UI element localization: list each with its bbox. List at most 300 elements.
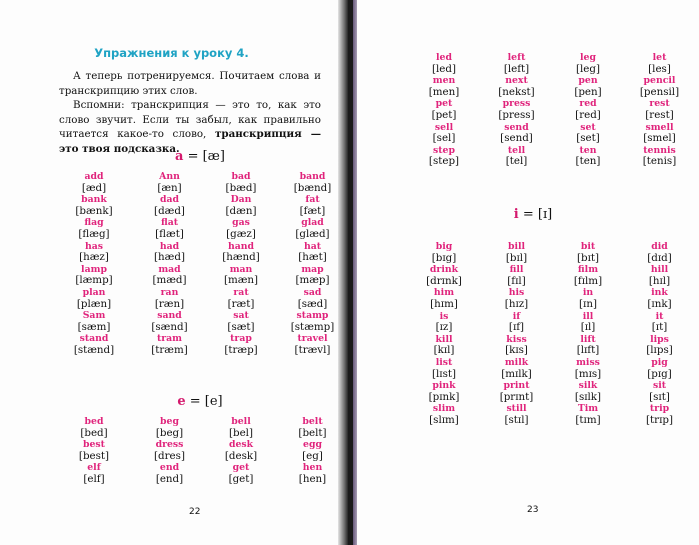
english-word: red	[579, 98, 597, 110]
word-entry	[481, 357, 552, 380]
reminder-bold: транскрипция — это твоя подсказка.	[59, 128, 321, 155]
transcription: [press]	[498, 108, 535, 121]
english-word: hen	[302, 462, 323, 474]
word-entry	[55, 287, 133, 310]
english-word: next	[505, 75, 528, 87]
heading-e-eq: =	[185, 394, 205, 409]
transcription: [træm]	[151, 343, 188, 356]
heading-a-letter: a	[175, 149, 184, 164]
english-word: left	[507, 52, 526, 63]
english-word: pink	[432, 380, 456, 392]
word-entry	[133, 310, 206, 333]
transcription: [trævl]	[294, 343, 331, 356]
word-entry	[133, 439, 206, 462]
transcription: [ɪt]	[651, 321, 668, 334]
word-entry	[206, 333, 276, 356]
word-entry	[481, 75, 552, 98]
english-word: belt	[302, 416, 323, 427]
english-word: bad	[231, 171, 251, 182]
transcription: [ɪf]	[508, 321, 525, 334]
transcription: [ɪn]	[579, 297, 597, 310]
heading-a	[160, 149, 240, 164]
word-entry	[624, 334, 695, 357]
transcription: [desk]	[224, 449, 258, 462]
transcription: [smel]	[643, 132, 676, 145]
english-word: Sam	[82, 310, 106, 322]
transcription: [mɪlk]	[501, 367, 532, 380]
word-entry	[133, 333, 206, 356]
heading-i-letter: i	[513, 207, 519, 222]
english-word: set	[580, 121, 596, 133]
english-word: dress	[155, 439, 184, 451]
transcription: [left]	[503, 62, 530, 75]
transcription: [eg]	[302, 449, 323, 462]
transcription: [bɪl]	[505, 251, 528, 264]
transcription: [flæg]	[78, 227, 110, 240]
english-word: beg	[160, 416, 179, 427]
word-entry	[552, 380, 624, 403]
english-word: did	[651, 241, 668, 252]
word-entry	[481, 52, 552, 75]
transcription: [pet]	[431, 108, 457, 121]
transcription: [hɪl]	[648, 274, 671, 287]
english-word: sell	[434, 121, 454, 133]
english-word: stand	[79, 333, 109, 345]
transcription: [hænd]	[222, 251, 260, 264]
transcription: [pɪg]	[647, 367, 672, 380]
transcription: [belt]	[298, 426, 327, 439]
english-word: sad	[303, 286, 322, 298]
transcription: [bæd]	[225, 181, 257, 194]
heading-e-sound: [e]	[204, 394, 223, 409]
english-word: pig	[651, 356, 668, 368]
transcription: [les]	[648, 62, 671, 75]
heading-a-sound: [æ]	[202, 149, 225, 164]
english-word: sat	[233, 310, 249, 322]
english-word: lamp	[81, 263, 107, 275]
word-entry	[552, 311, 624, 334]
english-word: elf	[87, 462, 101, 474]
transcription: [hæd]	[154, 251, 185, 264]
english-word: trip	[649, 403, 670, 415]
english-word: glad	[301, 217, 324, 229]
transcription: [pensil]	[639, 85, 680, 98]
word-entry	[407, 311, 481, 334]
transcription: [pɪnk]	[428, 390, 460, 403]
reminder-text: Вспомни: транскрипция — это то, как это слово звучит. Если ты забыл, как правильно читается какое-то слово,	[59, 99, 321, 141]
english-word: band	[299, 171, 326, 182]
transcription: [drɪnk]	[426, 274, 462, 287]
english-word: egg	[303, 439, 322, 451]
english-word: slim	[432, 403, 456, 415]
english-word: bank	[81, 194, 107, 206]
english-word: had	[159, 240, 180, 252]
english-word: sit	[652, 380, 667, 392]
word-entry	[206, 310, 276, 333]
english-word: ill	[582, 310, 594, 322]
transcription: [lɪst]	[431, 367, 457, 380]
transcription: [dæn]	[225, 204, 257, 217]
transcription: [hæz]	[79, 251, 109, 264]
transcription: [mɪs]	[574, 367, 602, 380]
transcription: [flæt]	[155, 227, 184, 240]
english-word: kiss	[506, 333, 527, 345]
word-grid-e	[55, 416, 349, 486]
transcription: [rest]	[645, 108, 674, 121]
english-word: dad	[159, 194, 180, 206]
english-word: tell	[507, 144, 526, 156]
transcription: [bɪg]	[431, 251, 457, 264]
word-entry	[624, 145, 695, 168]
word-entry	[407, 334, 481, 357]
english-word: Ann	[159, 171, 180, 182]
word-entry	[206, 264, 276, 287]
word-entry	[481, 287, 552, 310]
transcription: [gæz]	[226, 227, 256, 240]
english-word: desk	[228, 439, 254, 451]
english-word: smell	[645, 121, 674, 133]
english-word: step	[433, 144, 455, 156]
word-entry	[133, 287, 206, 310]
english-word: print	[503, 380, 530, 392]
transcription: [red]	[575, 108, 601, 121]
english-word: sand	[157, 310, 182, 322]
word-entry	[206, 462, 276, 485]
intro-paragraph: А теперь потренируемся. Почитаем слова и транскрипцию этих слов.	[59, 70, 321, 97]
word-entry	[624, 52, 695, 75]
english-word: is	[439, 310, 449, 322]
english-word: ran	[160, 286, 179, 298]
transcription: [kɪs]	[505, 344, 528, 357]
transcription: [hæt]	[298, 251, 327, 264]
transcription: [ɪl]	[580, 321, 596, 334]
word-entry	[206, 287, 276, 310]
transcription: [glæd]	[295, 227, 330, 240]
word-entry	[407, 403, 481, 426]
heading-i	[493, 207, 573, 222]
transcription: [dæd]	[154, 204, 185, 217]
english-word: travel	[297, 333, 328, 345]
english-word: pen	[578, 75, 598, 87]
transcription: [sæt]	[227, 320, 255, 333]
english-word: Tim	[577, 403, 599, 415]
transcription: [ɪz]	[435, 321, 453, 334]
transcription: [end]	[155, 472, 184, 485]
english-word: add	[84, 171, 104, 182]
english-word: pet	[435, 98, 453, 110]
transcription: [bel]	[228, 426, 253, 439]
word-entry	[407, 52, 481, 75]
english-word: ink	[651, 287, 668, 299]
word-entry	[55, 439, 133, 462]
transcription: [slɪm]	[429, 413, 459, 426]
word-entry	[624, 241, 695, 264]
english-word: it	[655, 310, 664, 322]
transcription: [sel]	[432, 132, 456, 145]
transcription: [trɪp]	[646, 413, 673, 426]
english-word: map	[301, 263, 324, 275]
english-word: men	[432, 75, 456, 87]
transcription: [bɪt]	[576, 251, 600, 264]
english-word: tram	[156, 333, 183, 345]
english-word: bed	[84, 416, 104, 427]
english-word: list	[435, 356, 453, 368]
english-word: best	[83, 439, 105, 451]
word-entry	[133, 416, 206, 439]
word-entry	[552, 98, 624, 121]
word-entry	[133, 241, 206, 264]
word-entry	[55, 416, 133, 439]
english-word: lips	[650, 333, 669, 345]
transcription: [sɪlk]	[574, 390, 602, 403]
right-page	[357, 0, 699, 545]
english-word: fat	[305, 194, 320, 206]
transcription: [sɪt]	[649, 390, 670, 403]
word-entry	[552, 287, 624, 310]
transcription: [tel]	[505, 155, 528, 168]
transcription: [sæd]	[297, 297, 328, 310]
word-entry	[206, 416, 276, 439]
transcription: [mæp]	[295, 274, 330, 287]
word-entry	[481, 241, 552, 264]
word-entry	[407, 98, 481, 121]
english-word: drink	[429, 264, 459, 276]
transcription: [send]	[500, 132, 533, 145]
english-word: bit	[580, 241, 596, 252]
transcription: [tenis]	[642, 155, 677, 168]
word-entry	[407, 122, 481, 145]
english-word: stamp	[296, 310, 329, 322]
word-entry	[407, 357, 481, 380]
word-entry	[206, 241, 276, 264]
transcription: [tɪm]	[575, 413, 601, 426]
word-entry	[55, 194, 133, 217]
english-word: get	[232, 462, 250, 474]
transcription: [lɪft]	[576, 344, 600, 357]
english-word: hill	[650, 264, 669, 276]
word-entry	[552, 241, 624, 264]
book-gutter-shadow	[348, 0, 353, 545]
english-word: milk	[504, 356, 529, 368]
transcription: [træp]	[224, 343, 258, 356]
english-word: bill	[507, 241, 526, 252]
english-word: leg	[580, 52, 596, 63]
transcription: [ræn]	[154, 297, 185, 310]
word-entry	[624, 75, 695, 98]
word-grid-i	[407, 241, 695, 427]
english-word: trap	[230, 333, 252, 345]
page-number-right: 23	[527, 505, 539, 515]
transcription: [led]	[431, 62, 456, 75]
transcription: [dɪd]	[647, 251, 672, 264]
word-entry	[552, 75, 624, 98]
english-word: if	[512, 310, 521, 322]
transcription: [ten]	[575, 155, 601, 168]
english-word: silk	[578, 380, 598, 392]
lesson-title: Упражнения к уроку 4.	[94, 46, 249, 60]
transcription: [step]	[428, 155, 460, 168]
english-word: Dan	[230, 194, 252, 206]
transcription: [set]	[576, 132, 600, 145]
word-entry	[206, 171, 276, 194]
word-entry	[407, 241, 481, 264]
word-entry	[133, 171, 206, 194]
transcription: [men]	[428, 85, 460, 98]
word-entry	[133, 264, 206, 287]
heading-e	[160, 394, 240, 409]
word-entry	[206, 439, 276, 462]
english-word: kill	[435, 333, 453, 345]
transcription: [stænd]	[73, 343, 115, 356]
transcription: [bænk]	[75, 204, 113, 217]
english-word: tennis	[643, 144, 676, 156]
english-word: him	[433, 287, 455, 299]
english-word: gas	[232, 217, 250, 229]
word-entry	[55, 171, 133, 194]
english-word: still	[506, 403, 527, 415]
word-entry	[407, 75, 481, 98]
english-word: hand	[227, 240, 255, 252]
word-entry	[481, 122, 552, 145]
english-word: flat	[160, 217, 179, 229]
word-entry	[133, 194, 206, 217]
heading-a-eq: =	[183, 149, 203, 164]
word-entry	[481, 380, 552, 403]
transcription: [get]	[228, 472, 254, 485]
english-word: lift	[580, 333, 596, 345]
english-word: let	[652, 52, 667, 63]
english-word: bell	[231, 416, 251, 427]
word-entry	[407, 145, 481, 168]
word-entry	[552, 52, 624, 75]
word-entry	[407, 287, 481, 310]
page-number-left: 22	[189, 507, 201, 517]
heading-i-sound: [ɪ]	[537, 207, 553, 222]
transcription: [mæd]	[152, 274, 187, 287]
word-entry	[624, 311, 695, 334]
transcription: [stæmp]	[290, 320, 335, 333]
transcription: [lɪps]	[646, 344, 673, 357]
transcription: [dres]	[154, 449, 185, 462]
transcription: [elf]	[83, 472, 105, 485]
transcription: [hɪz]	[504, 297, 529, 310]
english-word: film	[577, 264, 599, 276]
transcription: [hɪm]	[430, 297, 458, 310]
word-entry	[624, 380, 695, 403]
word-entry	[624, 98, 695, 121]
word-entry	[624, 287, 695, 310]
transcription: [best]	[78, 449, 110, 462]
word-entry	[481, 311, 552, 334]
word-entry	[552, 264, 624, 287]
transcription: [læmp]	[75, 274, 113, 287]
transcription: [stɪl]	[504, 413, 529, 426]
word-entry	[624, 357, 695, 380]
english-word: led	[436, 52, 452, 63]
word-entry	[407, 380, 481, 403]
word-entry	[481, 403, 552, 426]
transcription: [beg]	[155, 426, 184, 439]
word-entry	[624, 122, 695, 145]
transcription: [kɪl]	[433, 344, 455, 357]
transcription: [bed]	[80, 426, 108, 439]
english-word: ten	[579, 144, 597, 156]
word-entry	[552, 334, 624, 357]
transcription: [nekst]	[498, 85, 535, 98]
english-word: plan	[82, 286, 106, 298]
word-entry	[206, 217, 276, 240]
transcription: [fæt]	[299, 204, 326, 217]
word-entry	[481, 98, 552, 121]
english-word: send	[504, 121, 529, 133]
transcription: [pen]	[574, 85, 602, 98]
transcription: [fɪlm]	[573, 274, 603, 287]
word-entry	[206, 194, 276, 217]
reminder-paragraph	[59, 98, 321, 156]
word-entry	[55, 241, 133, 264]
word-entry	[133, 217, 206, 240]
english-word: big	[435, 241, 453, 252]
transcription: [plæn]	[76, 297, 112, 310]
word-entry	[552, 122, 624, 145]
left-page	[0, 0, 343, 545]
word-entry	[624, 403, 695, 426]
word-entry	[55, 310, 133, 333]
word-entry	[552, 403, 624, 426]
word-grid-e-continued	[407, 52, 695, 168]
word-entry	[55, 333, 133, 356]
word-entry	[481, 145, 552, 168]
english-word: man	[229, 263, 253, 275]
word-entry	[55, 462, 133, 485]
transcription: [æd]	[81, 181, 107, 194]
transcription: [ɪnk]	[647, 297, 672, 310]
english-word: rat	[233, 286, 249, 298]
word-grid-a	[55, 171, 349, 357]
english-word: press	[502, 98, 531, 110]
english-word: end	[159, 462, 180, 474]
transcription: [æn]	[157, 181, 182, 194]
transcription: [fɪl]	[507, 274, 526, 287]
transcription: [hen]	[298, 472, 327, 485]
heading-e-letter: e	[177, 394, 186, 409]
word-entry	[552, 145, 624, 168]
english-word: pencil	[643, 75, 676, 87]
english-word: miss	[576, 356, 600, 368]
word-entry	[133, 462, 206, 485]
english-word: mad	[158, 263, 181, 275]
english-word: rest	[649, 98, 670, 110]
english-word: hat	[303, 240, 322, 252]
word-entry	[481, 334, 552, 357]
english-word: in	[582, 287, 594, 299]
english-word: fill	[509, 264, 524, 276]
english-word: flag	[84, 217, 104, 229]
word-entry	[55, 264, 133, 287]
english-word: has	[84, 240, 104, 252]
transcription: [sænd]	[151, 320, 188, 333]
transcription: [sæm]	[77, 320, 111, 333]
transcription: [ræt]	[227, 297, 255, 310]
word-entry	[624, 264, 695, 287]
word-entry	[552, 357, 624, 380]
word-entry	[55, 217, 133, 240]
transcription: [bænd]	[293, 181, 332, 194]
transcription: [prɪnt]	[499, 390, 534, 403]
transcription: [mæn]	[223, 274, 259, 287]
word-entry	[407, 264, 481, 287]
transcription: [leg]	[575, 62, 600, 75]
